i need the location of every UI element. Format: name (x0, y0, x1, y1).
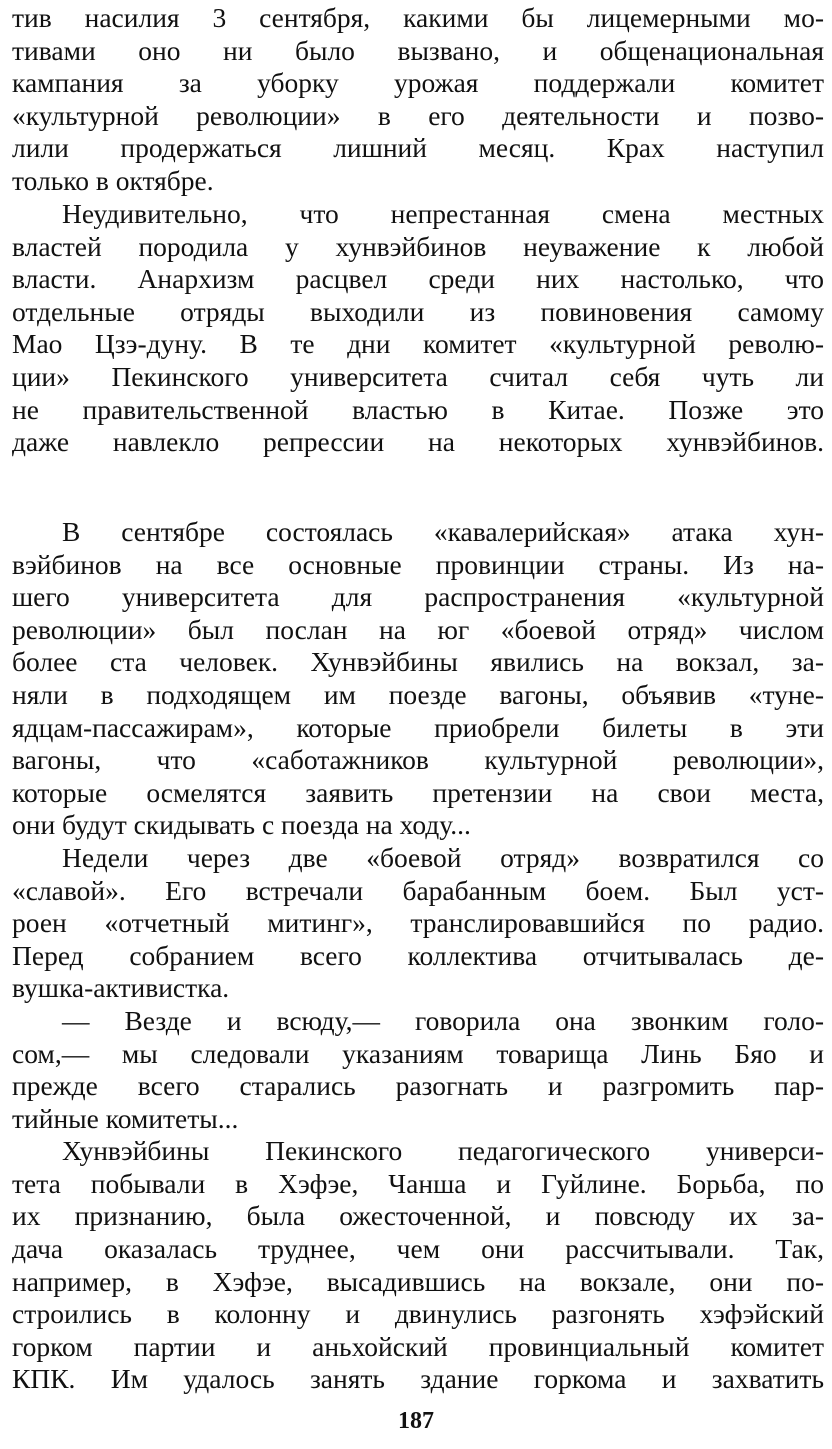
text-line: тийные комитеты... (12, 1102, 239, 1134)
paragraph (12, 516, 824, 842)
text-line: В сентябре состоялась «кавалерийская» атака хун- (62, 516, 824, 547)
text-line: Неудивительно, что непрестанная смена местных (62, 198, 824, 229)
text-line: тета побывали в Хэфэе, Чанша и Гуйлине. Борьба, по (12, 1167, 824, 1199)
text-line: отдельные отряды выходили из повиновения самому (12, 295, 824, 327)
text-block-main (12, 516, 824, 1396)
text-line: тив насилия 3 сентября, какими бы лицемерными мо- (12, 2, 824, 33)
text-line: которые осмелятся заявить претензии на свои места, (12, 776, 824, 808)
text-line: революции» был послан на юг «боевой отряд» числом (12, 613, 824, 645)
text-line: даже навлекло репрессии на некоторых хунвэйбинов. (12, 426, 824, 458)
text-line: их признанию, была ожесточенной, и повсюду их за- (12, 1200, 824, 1232)
text-line: Перед собранием всего коллектива отчитывалась де- (12, 939, 824, 971)
text-line: горком партии и аньхойский провинциальный комитет (12, 1330, 824, 1362)
paragraph (12, 198, 824, 459)
page-number: 187 (398, 1408, 434, 1434)
text-line: например, в Хэфэе, высадившись на вокзале, они по- (12, 1265, 824, 1297)
text-line: сом,— мы следовали указаниям товарища Линь Бяо и (12, 1037, 824, 1069)
text-line: роен «отчетный митинг», транслировавшийся по радио. (12, 907, 824, 939)
text-line: тивами оно ни было вызвано, и общенациональная (12, 34, 824, 66)
text-line: няли в подходящем им поезде вагоны, объявив «туне- (12, 678, 824, 710)
text-block-anarchism (12, 198, 824, 459)
text-line: ядцам-пассажирам», которые приобрели билеты в эти (12, 711, 824, 743)
text-line: они будут скидывать с поезда на ходу... (12, 809, 471, 841)
paragraph (12, 842, 824, 1005)
text-line: вагоны, что «саботажников культурной революции», (12, 744, 824, 776)
paragraph (12, 2, 824, 198)
text-line: не правительственной властью в Китае. Позже это (12, 393, 824, 425)
text-line: КПК. Им удалось занять здание горкома и захватить (12, 1363, 824, 1395)
text-line: «культурной революции» в его деятельности и позво- (12, 99, 824, 131)
text-line: власти. Анархизм расцвел среди них настолько, что (12, 263, 824, 295)
text-line: властей породила у хунвэйбинов неуважение к любой (12, 230, 824, 262)
text-line: прежде всего старались разогнать и разгромить пар- (12, 1070, 824, 1102)
paragraph (12, 1005, 824, 1135)
text-line: кампания за уборку урожая поддержали комитет (12, 67, 824, 99)
text-line: только в октябре. (12, 164, 214, 196)
text-line: шего университета для распространения «культурной (12, 581, 824, 613)
text-line: лили продержаться лишний месяц. Крах наступил (12, 132, 824, 164)
text-line: ции» Пекинского университета считал себя чуть ли (12, 360, 824, 392)
text-line: более ста человек. Хунвэйбины явились на вокзал, за- (12, 646, 824, 678)
text-line: вэйбинов на все основные провинции страны. Из на- (12, 548, 824, 580)
text-line: строились в колонну и двинулись разгонять хэфэйский (12, 1298, 824, 1330)
text-line: Недели через две «боевой отряд» возвратился со (62, 841, 824, 873)
paragraph (12, 1135, 824, 1396)
text-block-top (12, 2, 824, 198)
text-line: Хунвэйбины Пекинского педагогического универси- (62, 1135, 824, 1167)
text-line: — Везде и всюду,— говорила она звонким голо- (62, 1004, 824, 1036)
text-line: вушка-активистка. (12, 972, 230, 1004)
text-line: Мао Цзэ-дуну. В те дни комитет «культурной револю- (12, 328, 824, 360)
text-line: дача оказалась труднее, чем они рассчитывали. Так, (12, 1233, 824, 1265)
text-line: «славой». Его встречали барабанным боем. Был уст- (12, 874, 824, 906)
